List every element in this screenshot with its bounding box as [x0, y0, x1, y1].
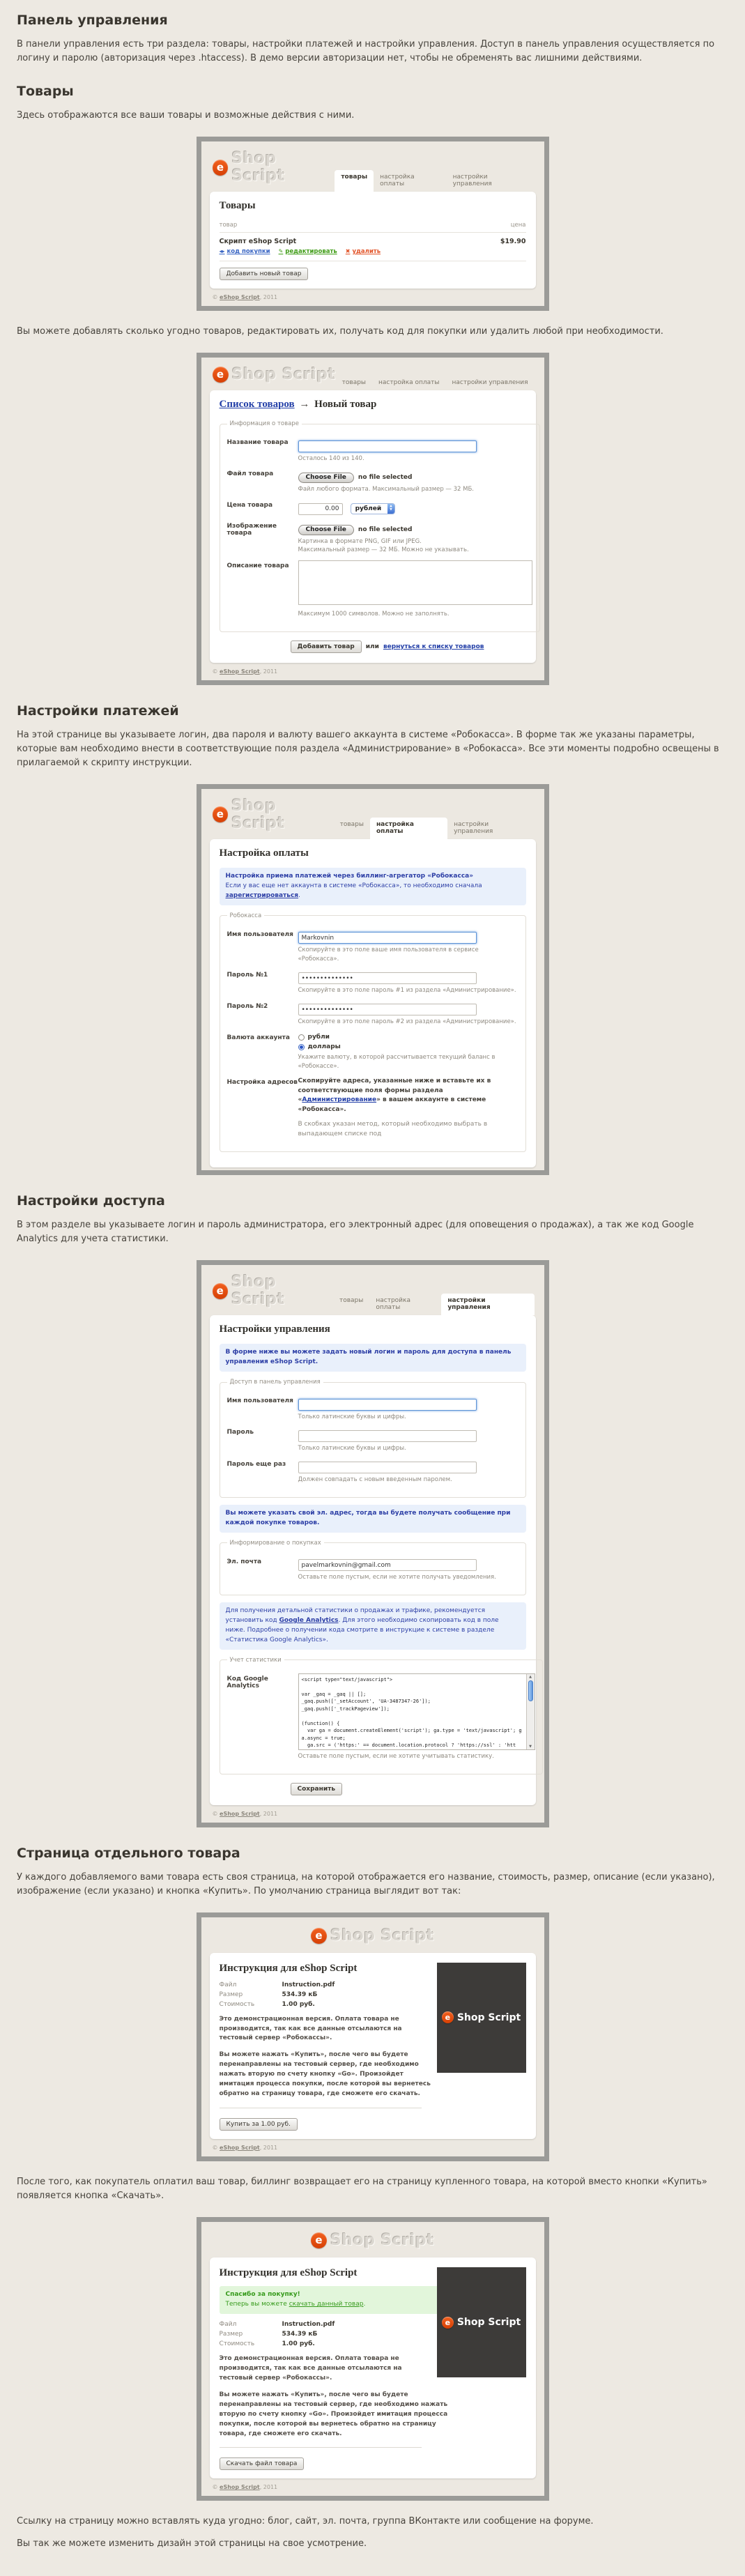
copyright-symbol: © [212, 2145, 220, 2152]
info-label: Файл [219, 2320, 237, 2328]
eshop-logo [213, 150, 335, 192]
price-input[interactable] [298, 503, 343, 515]
paragraph-change-design: Вы так же можете изменить дизайн этой страницы на свое усмотрение. [17, 2538, 367, 2550]
radio-label: рубли [307, 1034, 330, 1041]
field-label: Пароль №2 [226, 1002, 268, 1010]
address-instructions: Скопируйте адреса, указанные ниже и вставьте их в соответствующие поля формы раздела «Администрирование» в вашем аккаунте в системе «Робокасса». [298, 1077, 491, 1114]
buy-button[interactable]: Купить за 1.00 руб. [220, 2118, 298, 2131]
currency-select[interactable] [351, 503, 395, 514]
field-hint: Осталось 140 из 140. [298, 454, 364, 462]
info-value: Instruction.pdf [282, 1981, 335, 1988]
screenshot-product-download-page [197, 2217, 549, 2501]
field-label: Изображение товара [226, 522, 277, 537]
admin-password-repeat-input[interactable] [298, 1462, 477, 1473]
copyright-symbol: © [212, 668, 220, 675]
info-label: Стоимость [219, 2000, 255, 2008]
fieldset-legend: Информирование о покупках [229, 1539, 321, 1547]
panel-title: Товары [219, 200, 256, 211]
stepper-icon: ▲ ▼ [387, 504, 394, 514]
tab-admin-settings[interactable]: настройки управления [454, 820, 493, 835]
field-label: Описание товара [226, 562, 289, 569]
field-label: Настройка адресов [226, 1078, 298, 1086]
screenshot-admin-settings [197, 1260, 549, 1827]
copyright-year: , 2011 [259, 1810, 278, 1817]
admin-header [210, 795, 536, 839]
arrow-right-icon: → [299, 399, 310, 410]
admin-header [210, 363, 536, 390]
google-analytics-link[interactable]: Google Analytics [279, 1617, 339, 1624]
admin-tabs [335, 170, 534, 192]
delete-icon: ✖ [345, 248, 351, 254]
table-row [220, 233, 526, 261]
copyright-link[interactable]: eShop Script [220, 2145, 260, 2152]
tab-payment-settings[interactable]: настройка оплаты [376, 1297, 410, 1312]
eshop-logo-icon: e [213, 806, 229, 822]
copyright-link[interactable]: eShop Script [220, 1810, 260, 1817]
section-title-payments: Настройки платежей [17, 703, 179, 719]
copyright [210, 2139, 536, 2154]
payment-settings-panel [210, 839, 536, 1168]
copyright-link[interactable]: eShop Script [220, 294, 260, 300]
radio-dollars[interactable] [298, 1044, 305, 1050]
admin-tabs [333, 1294, 535, 1315]
buy-instructions: Вы можете нажать «Купить», после чего вы будете перенаправлены на тестовый сервер, где необходимо нажать вторую по счету кнопку «Go». Произойдет имитация процесса покупки, после которой вы вернетесь обратно на страницу товара, где сможете его скачать. [219, 2391, 448, 2437]
save-button[interactable]: Сохранить [291, 1783, 343, 1795]
admin-settings-panel [210, 1315, 536, 1804]
copyright-symbol: © [212, 2484, 220, 2491]
eshop-logo [213, 1273, 333, 1315]
fieldset-legend: Робокасса [229, 912, 262, 919]
description-textarea[interactable] [298, 560, 532, 605]
info-value: 1.00 руб. [282, 2340, 315, 2347]
administration-link[interactable]: Администрирование [302, 1096, 377, 1104]
product-page-header [210, 1923, 536, 1953]
breadcrumb-products-link[interactable]: Список товаров [219, 399, 295, 410]
screenshot-payment-settings [197, 784, 549, 1176]
section-title-access: Настройки доступа [17, 1193, 165, 1209]
panel-title: Настройка оплаты [219, 847, 309, 859]
paragraph-payments: На этой странице вы указываете логин, два пароля и валюту вашего аккаунта в системе «Робокасса». В форме так же указаны параметры, которые вам необходимо внести в соответствующие поля раздела «Администрирование» в «Робокасса». Все эти моменты подробно освещены в прилагаемой к скрипту инструкции. [17, 729, 719, 768]
info-box: В форме ниже вы можете задать новый логин и пароль для доступа в панель управления eShop Script. [220, 1344, 526, 1372]
fieldset-legend: Учет статистики [229, 1656, 282, 1664]
info-box: Для получения детальной статистики о продажах и трафике, рекомендуется установить код Google Analytics. Для этого необходимо скопировать код в поле ниже. Подробнее о получении кода смотрите в инструкцие к системе в разделе «Статистика Google Analytics». [220, 1602, 526, 1650]
admin-header [210, 1271, 536, 1315]
tab-products[interactable]: товары [339, 1297, 364, 1305]
info-value: 534.39 кБ [282, 1991, 318, 1998]
table-header [220, 220, 526, 232]
eshop-logo-text: Shop Script [231, 1273, 285, 1309]
product-info-fieldset [220, 420, 540, 632]
eshop-logo-text: Shop Script [330, 2232, 435, 2250]
demo-note: Это демонстрационная версия. Оплата товара не производится, так как все данные отсылаются на тестовый сервер «Робокассы». [219, 2354, 402, 2382]
scrollbar-thumb[interactable] [528, 1680, 533, 1701]
code-icon: ◂▸ [219, 248, 225, 254]
info-value: 1.00 руб. [282, 2000, 315, 2008]
password2-input[interactable] [298, 1004, 477, 1015]
eshop-logo-text: Shop Script [231, 366, 336, 383]
scroll-down-icon[interactable]: ▼ [529, 1744, 532, 1749]
product-image [437, 2267, 526, 2377]
or-text: или [365, 643, 379, 650]
screenshot-new-product [197, 353, 549, 685]
eshop-logo [213, 797, 334, 839]
screenshot-products-list [197, 137, 549, 311]
field-label: Название товара [226, 439, 289, 446]
paragraph-share-link: Ссылку на страницу можно вставлять куда угодно: блог, сайт, эл. почта, группа ВКонтакте или сообщение на форуме. [17, 2516, 594, 2527]
paragraph-access: В этом разделе вы указываете логин и пароль администратора, его электронный адрес (для оповещения о продажах), а так же код Google Analytics для учета статистики. [17, 1220, 694, 1245]
eshop-logo-icon: e [213, 367, 229, 383]
admin-password-input[interactable] [298, 1430, 477, 1442]
eshop-logo-icon: e [311, 2232, 327, 2248]
buy-instructions: Вы можете нажать «Купить», после чего вы будете перенаправлены на тестовый сервер, где необходимо нажать вторую по счету кнопку «Go». Произойдет имитация процесса покупки, после которой вы вернетесь обратно на страницу товара, где сможете его скачать. [219, 2051, 431, 2098]
product-price: $19.90 [500, 238, 526, 245]
download-button[interactable]: Скачать файл товара [220, 2458, 305, 2470]
field-label: Имя пользователя [226, 930, 293, 938]
fieldset-legend: Доступ в панель управления [229, 1379, 321, 1386]
eshop-logo-icon: e [213, 160, 229, 176]
ga-code-textarea[interactable]: <script type="text/javascript"> var _gaq = _gaq || []; _gaq.push(['_setAccount', 'UA-3487347-26']); _gaq.push(['_trackPageview']); (function() { var ga = document.createElement('script'); ga.type = 'text/javascript'; ga.async = true; ga.src = ('https:' == document.location.protocol ? 'https://ssl' : 'htt ▲ ▼ [298, 1673, 535, 1750]
copyright-year: , 2011 [259, 2145, 278, 2152]
tab-admin-settings[interactable]: настройки управления [452, 379, 528, 386]
add-product-submit-button[interactable]: Добавить товар [291, 641, 362, 653]
product-name-input[interactable] [298, 440, 477, 452]
tab-payment-settings[interactable]: настройка оплаты [370, 818, 447, 839]
eshop-logo-icon: e [311, 1928, 327, 1944]
info-label: Стоимость [219, 2340, 255, 2347]
field-label: Код Google Analytics [226, 1675, 268, 1689]
products-panel [210, 192, 536, 289]
paragraph-control-panel: В панели управления есть три раздела: товары, настройки платежей и настройки управления. Доступ в панель управления осуществляется по логину и паролю (авторизация через .htaccess). В демо версии авторизации нет, чтобы не обременять вас лишними действиями. [17, 39, 715, 63]
field-hint: Картинка в формате PNG, GIF или JPEG. Максимальный размер — 32 МБ. Можно не указывать. [298, 537, 469, 554]
product-panel [210, 1953, 536, 2140]
section-title-product-page: Страница отдельного товара [17, 1845, 240, 1861]
tab-admin-settings[interactable]: настройки управления [452, 174, 492, 187]
eshop-logo-text: Shop Script [456, 2011, 521, 2023]
field-hint: Скопируйте в это поле пароль #2 из раздела «Администрирование». [298, 1018, 516, 1026]
eshop-logo [311, 1927, 434, 1945]
paragraph-product-page: У каждого добавляемого вами товара есть своя страница, на которой отображается его название, стоимость, размер, описание (если указано), изображение (если указано) и кнопка «Купить». По умолчанию страница выглядит вот так: [17, 1871, 715, 1896]
tab-products[interactable]: товары [341, 379, 367, 386]
info-value: 534.39 кБ [282, 2330, 318, 2338]
tab-admin-settings[interactable]: настройки управления [441, 1294, 534, 1315]
info-box: Вы можете указать свой эл. адрес, тогда вы будете получать сообщение при каждой покупке товаров. [220, 1505, 526, 1533]
info-value: Instruction.pdf [282, 2320, 335, 2328]
admin-tabs [336, 376, 535, 390]
product-name: Скрипт eShop Script [219, 238, 297, 245]
edit-link[interactable]: ✎ редактировать [278, 248, 337, 255]
robokassa-fieldset [220, 912, 526, 1153]
no-file-text: no file selected [358, 526, 413, 533]
copyright-year: , 2011 [259, 294, 278, 300]
new-product-panel [210, 390, 536, 663]
field-hint: Скопируйте в это поле ваше имя пользователя в сервисе «Робокасса». [298, 946, 479, 963]
field-hint: Укажите валюту, в которой рассчитывается текущий баланс в «Робокассе». [298, 1054, 496, 1070]
product-title: Инструкция для eShop Script [219, 1962, 358, 1974]
field-label: Пароль [226, 1429, 254, 1436]
tab-payment-settings[interactable]: настройка оплаты [378, 379, 440, 386]
panel-title: Настройки управления [219, 1324, 330, 1335]
eshop-logo-text: Shop Script [456, 2317, 521, 2329]
password1-input[interactable] [298, 972, 477, 984]
field-label: Валюта аккаунта [226, 1034, 290, 1042]
back-to-list-link[interactable]: вернуться к списку товаров [383, 643, 484, 650]
field-label: Цена товара [226, 502, 273, 509]
column-item: товар [219, 222, 238, 229]
copyright-year: , 2011 [259, 2484, 278, 2491]
email-input[interactable] [298, 1559, 477, 1571]
breadcrumb-current: Новый товар [314, 399, 377, 410]
admin-username-input[interactable] [298, 1399, 477, 1411]
scrollbar[interactable] [526, 1674, 535, 1749]
product-page-header [210, 2228, 536, 2257]
breadcrumb [220, 399, 526, 411]
copyright [210, 2478, 536, 2493]
radio-rubles[interactable] [298, 1034, 305, 1041]
info-label: Размер [219, 2330, 243, 2338]
currency-selected: рублей [355, 505, 382, 512]
no-file-text: no file selected [358, 474, 413, 482]
product-panel [210, 2257, 536, 2478]
eshop-logo [213, 366, 336, 390]
copyright-symbol: © [212, 294, 220, 300]
field-hint: Файл любого формата. Максимальный размер — 32 МБ. [298, 486, 475, 493]
field-hint: Оставьте поле пустым, если не хотите получать уведомления. [298, 1574, 496, 1581]
section-title-control-panel: Панель управления [17, 13, 168, 28]
field-label: Пароль еще раз [226, 1460, 286, 1468]
paragraph-goods: Здесь отображаются все ваши товары и возможные действия с ними. [17, 110, 355, 121]
tab-products[interactable]: товары [335, 170, 374, 192]
paragraph-after-buy-page: После того, как покупатель оплатил ваш товар, биллинг возвращает его на страницу купленного товара, на которой вместо кнопки «Купить» появляется кнопка «Скачать». [17, 2177, 707, 2202]
eshop-logo-text: Shop Script [231, 797, 285, 832]
paragraph-after-products: Вы можете добавлять сколько угодно товаров, редактировать их, получать код для покупки или удалить любой при необходимости. [17, 326, 663, 337]
copyright [210, 663, 536, 677]
copyright [210, 289, 536, 303]
eshop-logo-icon: e [213, 1283, 229, 1299]
copyright [210, 1805, 536, 1820]
field-label: Имя пользователя [226, 1397, 293, 1405]
demo-note: Это демонстрационная версия. Оплата товара не производится, так как все данные отсылаются на тестовый сервер «Робокассы». [219, 2015, 402, 2042]
address-note: В скобках указан метод, который необходимо выбрать в выпадающем списке под [298, 1121, 488, 1137]
copyright-link[interactable]: eShop Script [220, 2484, 260, 2491]
pencil-icon: ✎ [278, 248, 284, 254]
field-hint: Максимум 1000 символов. Можно не заполнять. [298, 611, 450, 618]
radio-label: доллары [307, 1043, 341, 1051]
download-product-link[interactable]: скачать данный товар [289, 2301, 364, 2308]
field-label: Пароль №1 [226, 971, 268, 979]
eshop-logo [311, 2232, 434, 2249]
fieldset-legend: Информация о товаре [229, 420, 299, 427]
copyright-link[interactable]: eShop Script [220, 668, 260, 675]
tab-payment-settings[interactable]: настройка оплаты [380, 174, 415, 187]
delete-link[interactable]: ✖ удалить [345, 248, 381, 255]
purchase-code-link[interactable]: ◂▸ код покупки [219, 248, 270, 255]
field-hint: Должен совпадать с новым введенным паролем. [298, 1476, 452, 1484]
product-title: Инструкция для eShop Script [219, 2267, 358, 2279]
scroll-up-icon[interactable]: ▲ [529, 1674, 532, 1679]
info-box: Настройка приема платежей через биллинг-агрегатор «Робокасса» Если у вас еще нет аккаунта в системе «Робокасса», то необходимо сначала зарегистрироваться. [220, 868, 526, 905]
tab-products[interactable]: товары [339, 820, 364, 828]
admin-tabs [334, 818, 535, 839]
eshop-logo-text: Shop Script [231, 150, 285, 185]
notifications-fieldset [220, 1540, 526, 1595]
eshop-logo-icon: e [442, 2317, 454, 2329]
admin-header [210, 147, 536, 192]
info-label: Файл [219, 1981, 237, 1988]
divider [220, 2447, 422, 2448]
field-label: Эл. почта [226, 1558, 262, 1565]
copyright-year: , 2011 [259, 668, 278, 675]
product-image [437, 1963, 526, 2073]
field-hint: Только латинские буквы и цифры. [298, 1444, 406, 1452]
choose-image-button[interactable]: Choose File [298, 525, 354, 535]
eshop-logo-icon: e [442, 2011, 454, 2023]
copyright-symbol: © [212, 1810, 220, 1817]
field-hint: Скопируйте в это поле пароль #1 из раздела «Администрирование». [298, 987, 516, 995]
section-title-goods: Товары [17, 84, 74, 99]
info-label: Размер [219, 1991, 243, 1998]
statistics-fieldset [220, 1657, 543, 1774]
access-fieldset [220, 1379, 526, 1498]
screenshot-product-buy-page [197, 1912, 549, 2162]
thanks-box: Спасибо за покупку! Теперь вы можете скачать данный товар. [220, 2286, 450, 2314]
robokassa-username-input[interactable] [298, 932, 477, 944]
register-link[interactable]: зарегистрироваться [225, 891, 299, 899]
column-price: цена [510, 222, 526, 229]
add-product-button[interactable]: Добавить новый товар [220, 268, 309, 280]
choose-file-button[interactable]: Choose File [298, 473, 354, 483]
eshop-logo-text: Shop Script [330, 1926, 435, 1945]
field-hint: Только латинские буквы и цифры. [298, 1413, 406, 1420]
field-hint: Оставьте поле пустым, если не хотите учитывать статистику. [298, 1752, 494, 1760]
field-label: Файл товара [226, 470, 274, 478]
